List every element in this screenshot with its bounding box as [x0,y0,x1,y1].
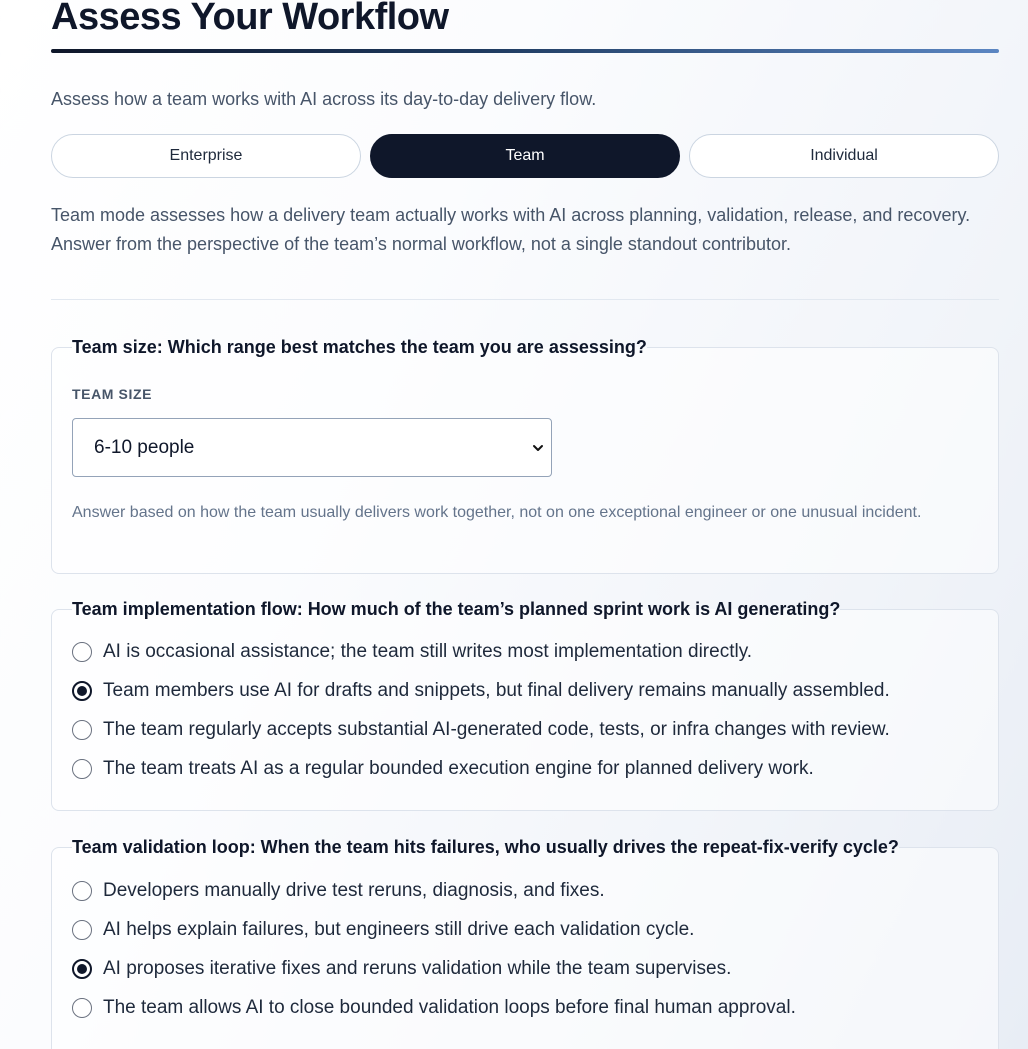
option-label: The team allows AI to close bounded validation loops before final human approval. [103,996,796,1018]
mode-selector [51,134,999,178]
section-divider [51,299,999,300]
chevron-down-icon [531,441,545,455]
validation-question-title: Team validation loop: When the team hits failures, who usually drives the repeat-fix-verify cycle? [72,837,899,857]
validation-option[interactable] [72,910,978,949]
implementation-option[interactable] [72,671,978,710]
option-label: The team regularly accepts substantial AI-generated code, tests, or infra changes with review. [103,718,890,740]
radio-button[interactable] [72,881,92,901]
implementation-question [51,598,999,811]
radio-button[interactable] [72,920,92,940]
implementation-option[interactable] [72,632,978,671]
option-label: AI is occasional assistance; the team still writes most implementation directly. [103,640,753,662]
title-underline [51,49,999,53]
team-size-hint: Answer based on how the team usually delivers work together, not on one exceptional engineer or one unusual incident. [72,504,922,521]
implementation-option[interactable] [72,749,978,788]
radio-button-selected[interactable] [72,959,92,979]
implementation-question-title: Team implementation flow: How much of the team’s planned sprint work is AI generating? [72,599,841,619]
team-size-question-title: Team size: Which range best matches the team you are assessing? [72,337,647,357]
validation-option[interactable] [72,988,978,1027]
option-label: AI proposes iterative fixes and reruns validation while the team supervises. [103,957,732,979]
team-size-selected-value: 6-10 people [94,436,195,458]
radio-button[interactable] [72,720,92,740]
implementation-options [72,632,978,788]
option-label: AI helps explain failures, but engineers still drive each validation cycle. [103,918,695,940]
mode-tab-individual[interactable]: Individual [689,134,999,178]
radio-button[interactable] [72,998,92,1018]
validation-option[interactable] [72,871,978,910]
option-label: The team treats AI as a regular bounded execution engine for planned delivery work. [103,757,814,779]
intro-text: Assess how a team works with AI across its day-to-day delivery flow. [51,89,597,109]
mode-tab-enterprise[interactable]: Enterprise [51,134,361,178]
page-title: Assess Your Workflow [51,0,449,38]
radio-button-selected[interactable] [72,681,92,701]
option-label: Team members use AI for drafts and snippets, but final delivery remains manually assembled. [103,679,890,701]
validation-question [51,836,999,1049]
validation-option[interactable] [72,949,978,988]
mode-tab-team[interactable]: Team [370,134,680,178]
team-size-select[interactable] [72,418,552,477]
team-size-question [51,336,999,574]
team-size-field-label: TEAM SIZE [72,386,153,402]
radio-button[interactable] [72,759,92,779]
validation-options [72,871,978,1027]
radio-button[interactable] [72,642,92,662]
option-label: Developers manually drive test reruns, diagnosis, and fixes. [103,879,605,901]
implementation-option[interactable] [72,710,978,749]
mode-description: Team mode assesses how a delivery team actually works with AI across planning, validation, release, and recovery. Answer from the perspective of the team’s normal workflow, not a single standout contributor. [51,205,971,254]
